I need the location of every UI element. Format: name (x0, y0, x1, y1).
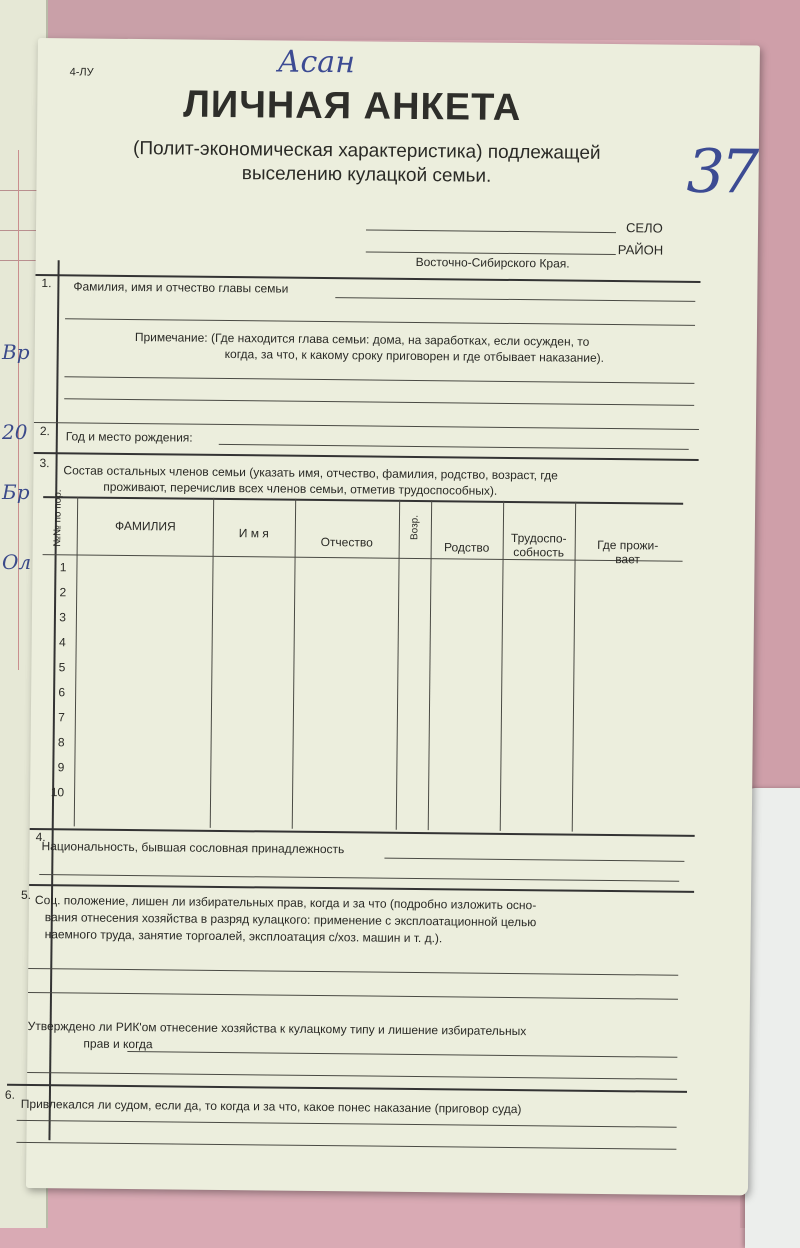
th-gde-line: вает (615, 552, 640, 567)
section-number: 4. (35, 830, 46, 845)
table-row-number: 6 (58, 685, 66, 700)
th-vozr: Возр. (409, 514, 421, 541)
th-gde (578, 538, 678, 567)
section-2-label: Год и место рождения: (65, 429, 193, 445)
section-5-line: наемного труда, занятие торгоалей, эксплоатация с/хоз. машин и т. д.). (44, 927, 443, 946)
left-scrawl: 20 (2, 420, 28, 444)
left-scrawl: Ол (2, 550, 32, 574)
subtitle-line: выселению кулацкой семьи. (241, 163, 492, 187)
table-row-number: 7 (58, 710, 65, 725)
section-number: 1. (41, 276, 52, 291)
white-card (745, 788, 800, 1248)
th-trud-line: Трудоспо- (510, 530, 567, 546)
section-4-label: Национальность, бывшая сословная принадлежность (41, 839, 345, 857)
left-scrawl: Вр (2, 340, 30, 364)
section-number: 3. (39, 456, 50, 471)
table-row-number: 8 (57, 735, 65, 750)
form-code: 4-ЛУ (69, 66, 94, 79)
section-number: 2. (39, 424, 50, 439)
background-top (0, 0, 800, 40)
subtitle-line: (Полит-экономическая характеристика) подлежащей (132, 138, 601, 164)
section-5-line: вания отнесения хозяйства в разряд кулацкого: применение с эксплоатационной целью (44, 910, 537, 930)
th-num: №№ по пор. (52, 489, 64, 547)
section-5-line: Утверждено ли РИК'ом отнесение хозяйства к кулацкому типу и лишение избирательных (27, 1018, 527, 1039)
selo-label: СЕЛО (625, 220, 663, 236)
section-1-label: Фамилия, имя и отчество главы семьи (73, 279, 289, 296)
krai-label: Восточно-Сибирского Края. (415, 254, 570, 271)
table-row-number: 1 (59, 560, 67, 575)
section-5-text (35, 892, 685, 950)
section-3-text: проживают, перечислив всех членов семьи, отметив трудоспособных). (103, 479, 498, 498)
table-row-number: 10 (50, 785, 65, 800)
page-subtitle (76, 136, 656, 190)
section-1-note: Примечание: (Где находится глава семьи: дома, на заработках, если осужден, то (134, 330, 590, 349)
section-6-label: Привлекался ли судом, если да, то когда и за что, какое понес наказание (приговор суда) (20, 1096, 522, 1117)
table-row-number: 9 (57, 760, 65, 775)
handwritten-name: Асан (277, 44, 356, 81)
th-rodstvo: Родство (443, 540, 490, 555)
section-number: 6. (4, 1087, 16, 1102)
section-number: 5. (20, 887, 32, 902)
handwritten-number: 37 (686, 136, 756, 208)
th-otchestvo: Отчество (320, 534, 373, 550)
section-3-text: Состав остальных членов семьи (указать имя, отчество, фамилия, родство, возраст, где (63, 463, 558, 483)
table-row-number: 3 (59, 610, 67, 625)
table-row-number: 2 (59, 585, 67, 600)
left-scrawl: Бр (2, 480, 30, 504)
table-row-number: 4 (58, 635, 66, 650)
section-5-line: прав и когда (83, 1036, 153, 1052)
th-familia: ФАМИЛИЯ (114, 518, 176, 534)
section-5-line: Соц. положение, лишен ли избирательных прав, когда и за что (подробно изложить осно- (34, 893, 537, 913)
th-trud-line: собность (513, 545, 565, 560)
th-gde-line: Где прожи- (597, 537, 659, 553)
section-1-note: когда, за что, к какому сроку приговорен и где отбывает наказание). (224, 346, 605, 365)
th-trud (505, 531, 573, 560)
raion-label: РАЙОН (617, 242, 664, 258)
page-title: ЛИЧНАЯ АНКЕТА (183, 83, 522, 130)
th-imya: И м я (238, 526, 269, 541)
table-row-number: 5 (58, 660, 66, 675)
